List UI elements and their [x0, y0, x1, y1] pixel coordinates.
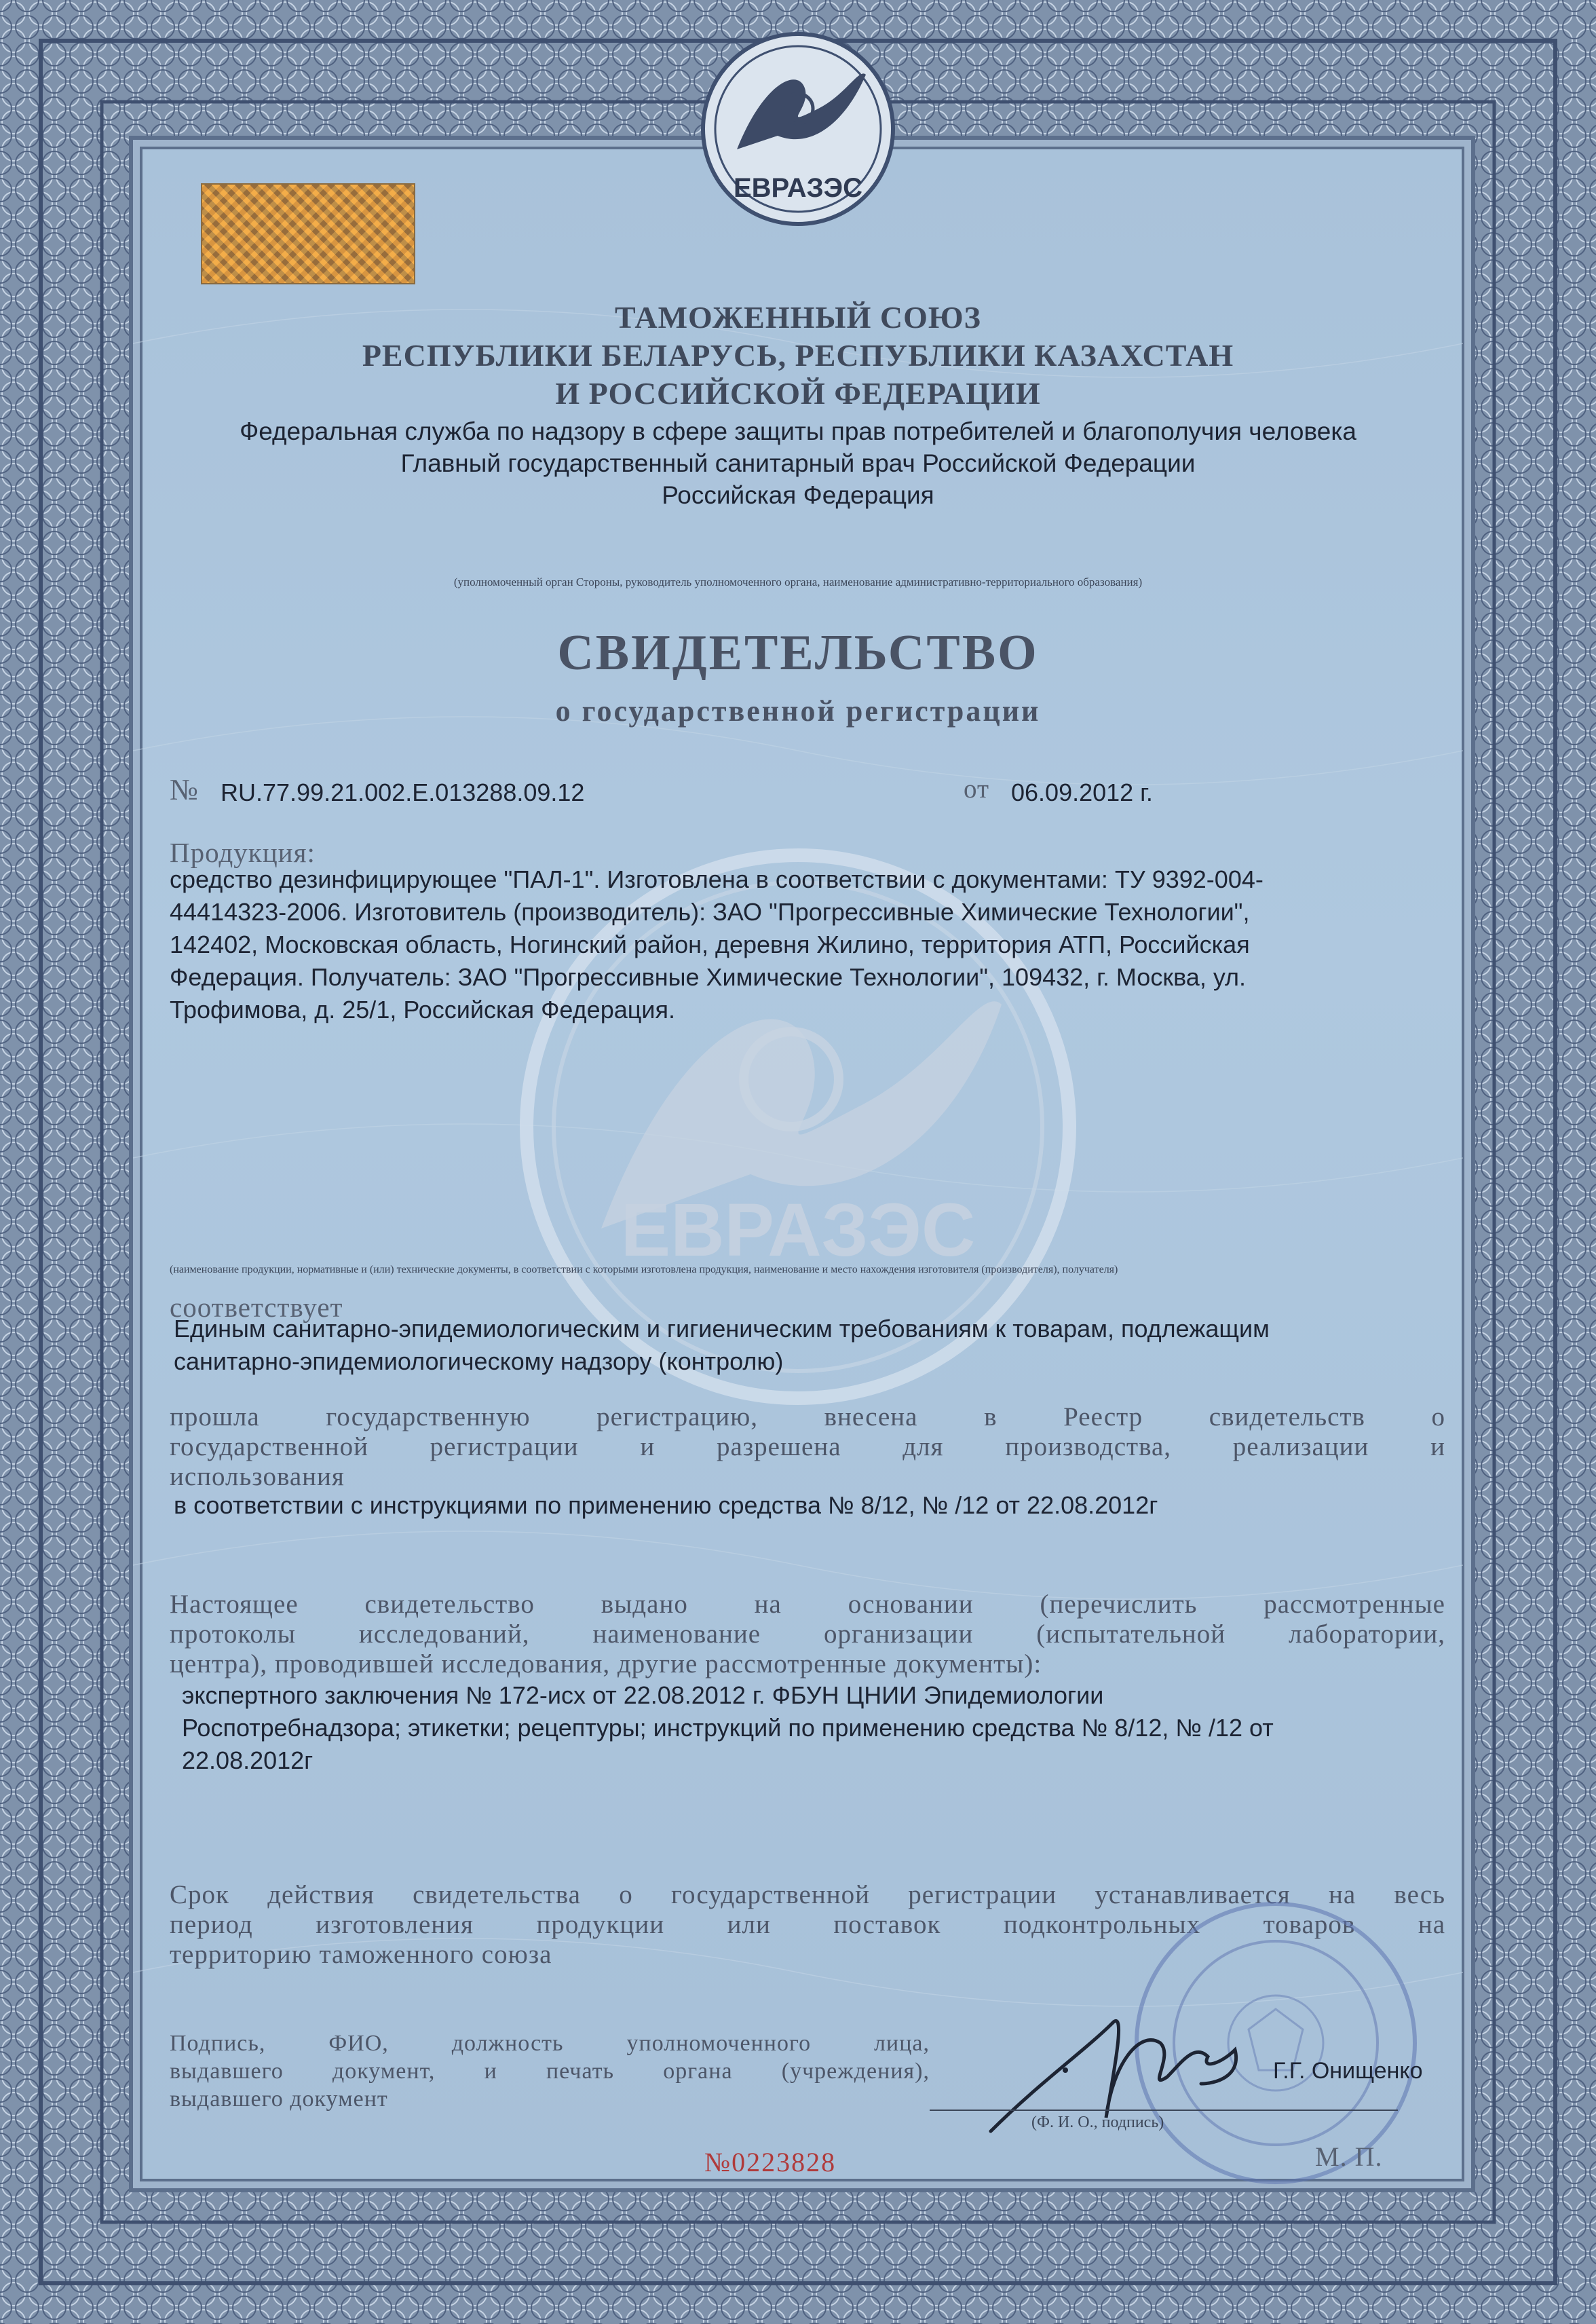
basis-fill-line: экспертного заключения № 172-исх от 22.08.2012 г. ФБУН ЦНИИ Эпидемиологии	[182, 1681, 1104, 1709]
header-line2: РЕСПУБЛИКИ БЕЛАРУСЬ, РЕСПУБЛИКИ КАЗАХСТАН	[362, 338, 1234, 373]
eurasec-emblem	[696, 27, 900, 231]
product-line: 142402, Московская область, Ногинский район, деревня Жилино, территория АТП, Российская	[170, 931, 1250, 958]
emblem-label: ЕВРАЗЭС	[733, 173, 863, 203]
product-line: 44414323-2006. Изготовитель (производитель): ЗАО "Прогрессивные Химические Технологии",	[170, 898, 1250, 926]
header-union	[0, 299, 1596, 413]
registration-line: прошла государственную регистрацию, внесена в Реестр свидетельств о	[170, 1402, 1445, 1431]
issue-date: 06.09.2012 г.	[1011, 779, 1153, 806]
handwritten-signature	[977, 1982, 1276, 2158]
basis-fill-line: 22.08.2012г	[182, 1746, 314, 1774]
signatory-name: Г.Г. Онищенко	[1273, 2058, 1423, 2084]
number-label: №	[170, 773, 199, 806]
page-subtitle: о государственной регистрации	[555, 694, 1041, 728]
product-line: Федерация. Получатель: ЗАО "Прогрессивные Химические Технологии", 109432, г. Москва, ул.	[170, 963, 1247, 991]
page-title: СВИДЕТЕЛЬСТВО	[557, 625, 1039, 681]
compliance-text	[174, 1313, 1463, 1378]
basis-line: центра), проводившей исследования, другие рассмотренные документы):	[170, 1649, 1042, 1679]
product-caption: (наименование продукции, нормативные и (или) технические документы, в соответствии с которыми изготовлена продукция, наименование и место нахождения изготовителя (производителя), получателя)	[170, 1264, 1118, 1275]
signature-line	[930, 2110, 1398, 2111]
registration-fill: в соответствии с инструкциями по применению средства № 8/12, № /12 от 22.08.2012г	[174, 1491, 1158, 1519]
authority-line1: Федеральная служба по надзору в сфере защиты прав потребителей и благополучия человека	[240, 417, 1356, 445]
basis-text	[170, 1590, 1445, 1679]
registration-line: государственной регистрации и разрешена для производства, реализации и	[170, 1432, 1445, 1461]
signature-label-line: выдавшего документ	[170, 2086, 388, 2112]
validity-line: Срок действия свидетельства о государственной регистрации устанавливается на весь	[170, 1880, 1445, 1909]
product-description	[170, 863, 1472, 1026]
basis-line: протоколы исследований, наименование организации (испытательной лаборатории,	[170, 1619, 1445, 1649]
authority-line2: Главный государственный санитарный врач Российской Федерации	[400, 449, 1196, 477]
header-line3: И РОССИЙСКОЙ ФЕДЕРАЦИИ	[555, 376, 1041, 411]
watermark-label: ЕВРАЗЭС	[620, 1188, 976, 1272]
authority-caption: (уполномоченный орган Стороны, руководитель уполномоченного органа, наименование административно-территориального образования)	[453, 576, 1143, 588]
validity-line: период изготовления продукции или поставок подконтрольных товаров на	[170, 1910, 1445, 1939]
validity-line: территорию таможенного союза	[170, 1940, 552, 1969]
signature-caption: (Ф. И. О., подпись)	[1031, 2114, 1164, 2131]
certificate-number: RU.77.99.21.002.Е.013288.09.12	[221, 779, 585, 806]
compliance-label: соответствует	[170, 1292, 343, 1323]
product-label: Продукция:	[170, 837, 316, 868]
issuing-authority	[0, 415, 1596, 511]
signature-label-line: выдавшего документ, и печать органа (учреждения),	[170, 2059, 930, 2084]
authority-line3: Российская Федерация	[662, 481, 934, 509]
seal-place-label: М. П.	[1315, 2141, 1383, 2172]
serial-number: №0223828	[704, 2147, 837, 2177]
compliance-line: санитарно-эпидемиологическому надзору (контролю)	[174, 1347, 784, 1375]
signature-label-line: Подпись, ФИО, должность уполномоченного лица,	[170, 2031, 930, 2056]
basis-line: Настоящее свидетельство выдано на основании (перечислить рассмотренные	[170, 1590, 1445, 1619]
registration-line: использования	[170, 1462, 345, 1491]
header-line1: ТАМОЖЕННЫЙ СОЮЗ	[615, 300, 981, 335]
compliance-line: Единым санитарно-эпидемиологическим и гигиеническим требованиям к товарам, подлежащим	[174, 1315, 1270, 1343]
registration-text	[170, 1402, 1445, 1492]
product-line: средство дезинфицирующее "ПАЛ-1". Изготовлена в соответствии с документами: ТУ 9392-004-	[170, 865, 1264, 893]
date-label: от	[964, 774, 990, 804]
basis-fill-line: Роспотребнадзора; этикетки; рецептуры; инструкций по применению средства № 8/12, № /12 от	[182, 1714, 1274, 1742]
hologram-sticker	[201, 183, 415, 284]
basis-fill	[182, 1679, 1458, 1777]
product-line: Трофимова, д. 25/1, Российская Федерация.	[170, 996, 675, 1024]
signature-label	[170, 2029, 930, 2113]
